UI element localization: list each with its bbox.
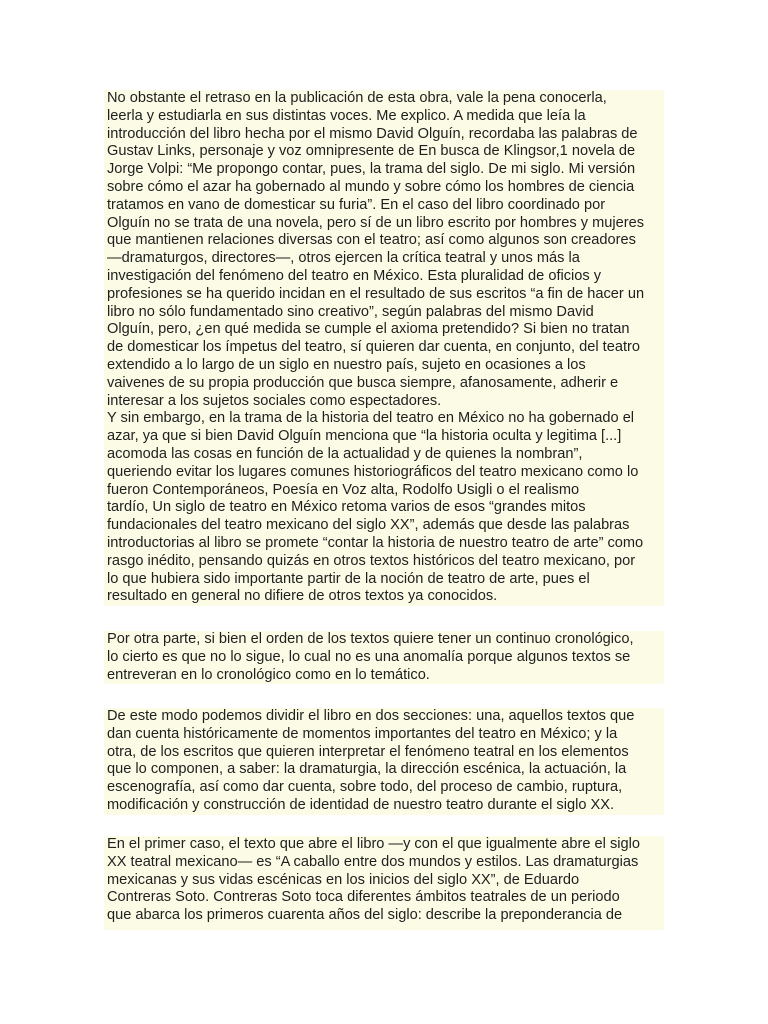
paragraph-block bbox=[104, 708, 664, 815]
paragraph-block bbox=[104, 631, 664, 684]
paragraph-block bbox=[104, 836, 664, 930]
paragraph-1: No obstante el retraso en la publicación de esta obra, vale la pena conocerla, leerla y estudiarla en sus distintas voces. Me explico. A medida que leía la introducción del libro hecha por el mismo David Olguín, recordaba las palabras de Gustav Links, personaje y voz omnipresente de En busca de Klingsor,1 novela de Jorge Volpi: “Me propongo contar, pues, la trama del siglo. De mi siglo. Mi versión sobre cómo el azar ha gobernado al mundo y sobre cómo los hombres de ciencia tratamos en vano de domesticar su furia”. En el caso del libro coordinado por Olguín no se trata de una novela, pero sí de un libro escrito por hombres y mujeres que mantienen relaciones diversas con el teatro; así como algunos son creadores —dramaturgos, directores—, otros ejercen la crítica teatral y unos más la investigación del fenómeno del teatro en México. Esta pluralidad de oficios y profesiones se ha querido incidan en el resultado de sus escritos “a fin de hacer un libro no sólo fundamentado sino creativo”, según palabras del mismo David Olguín, pero, ¿en qué medida se cumple el axioma pretendido? Si bien no tratan de domesticar los ímpetus del teatro, sí quieren dar cuenta, en conjunto, del teatro extendido a lo largo de un siglo en nuestro país, sujeto en ocasiones a los vaivenes de su propia producción que busca siempre, afanosamente, adherir e interesar a los sujetos sociales como espectadores. Y sin embargo, en la trama de la historia del teatro en México no ha gobernado el azar, ya que si bien David Olguín menciona que “la historia oculta y legitima [...] acomoda las cosas en función de la actualidad y de quienes la nombran”, queriendo evitar los lugares comunes historiográficos del teatro mexicano como lo fueron Contemporáneos, Poesía en Voz alta, Rodolfo Usigli o el realismo tardío, Un siglo de teatro en México retoma varios de esos “grandes mitos fundacionales del teatro mexicano del siglo XX”, además que desde las palabras introductorias al libro se promete “contar la historia de nuestro teatro de arte” como rasgo inédito, pensando quizás en otros textos históricos del teatro mexicano, por lo que hubiera sido importante partir de la noción de teatro de arte, pues el resultado en general no difiere de otros textos ya conocidos. bbox=[107, 90, 645, 605]
paragraph-4: En el primer caso, el texto que abre el libro —y con el que igualmente abre el siglo XX teatral mexicano— es “A caballo entre dos mundos y estilos. Las dramaturgias mexicanas y sus vidas escénicas en los inicios del siglo XX”, de Eduardo Contreras Soto. Contreras Soto toca diferentes ámbitos teatrales de un periodo que abarca los primeros cuarenta años del siglo: describe la preponderancia de bbox=[107, 836, 640, 924]
paragraph-2: Por otra parte, si bien el orden de los textos quiere tener un continuo cronológico, lo cierto es que no lo sigue, lo cual no es una anomalía porque algunos textos se entreveran en lo cronológico como en lo temático. bbox=[107, 631, 634, 683]
paragraph-block bbox=[104, 90, 664, 606]
paragraph-3: De este modo podemos dividir el libro en dos secciones: una, aquellos textos que dan cuenta históricamente de momentos importantes del teatro en México; y la otra, de los escritos que quieren interpretar el fenómeno teatral en los elementos que lo componen, a saber: la dramaturgia, la dirección escénica, la actuación, la escenografía, así como dar cuenta, sobre todo, del proceso de cambio, ruptura, modificación y construcción de identidad de nuestro teatro durante el siglo XX. bbox=[107, 708, 635, 813]
